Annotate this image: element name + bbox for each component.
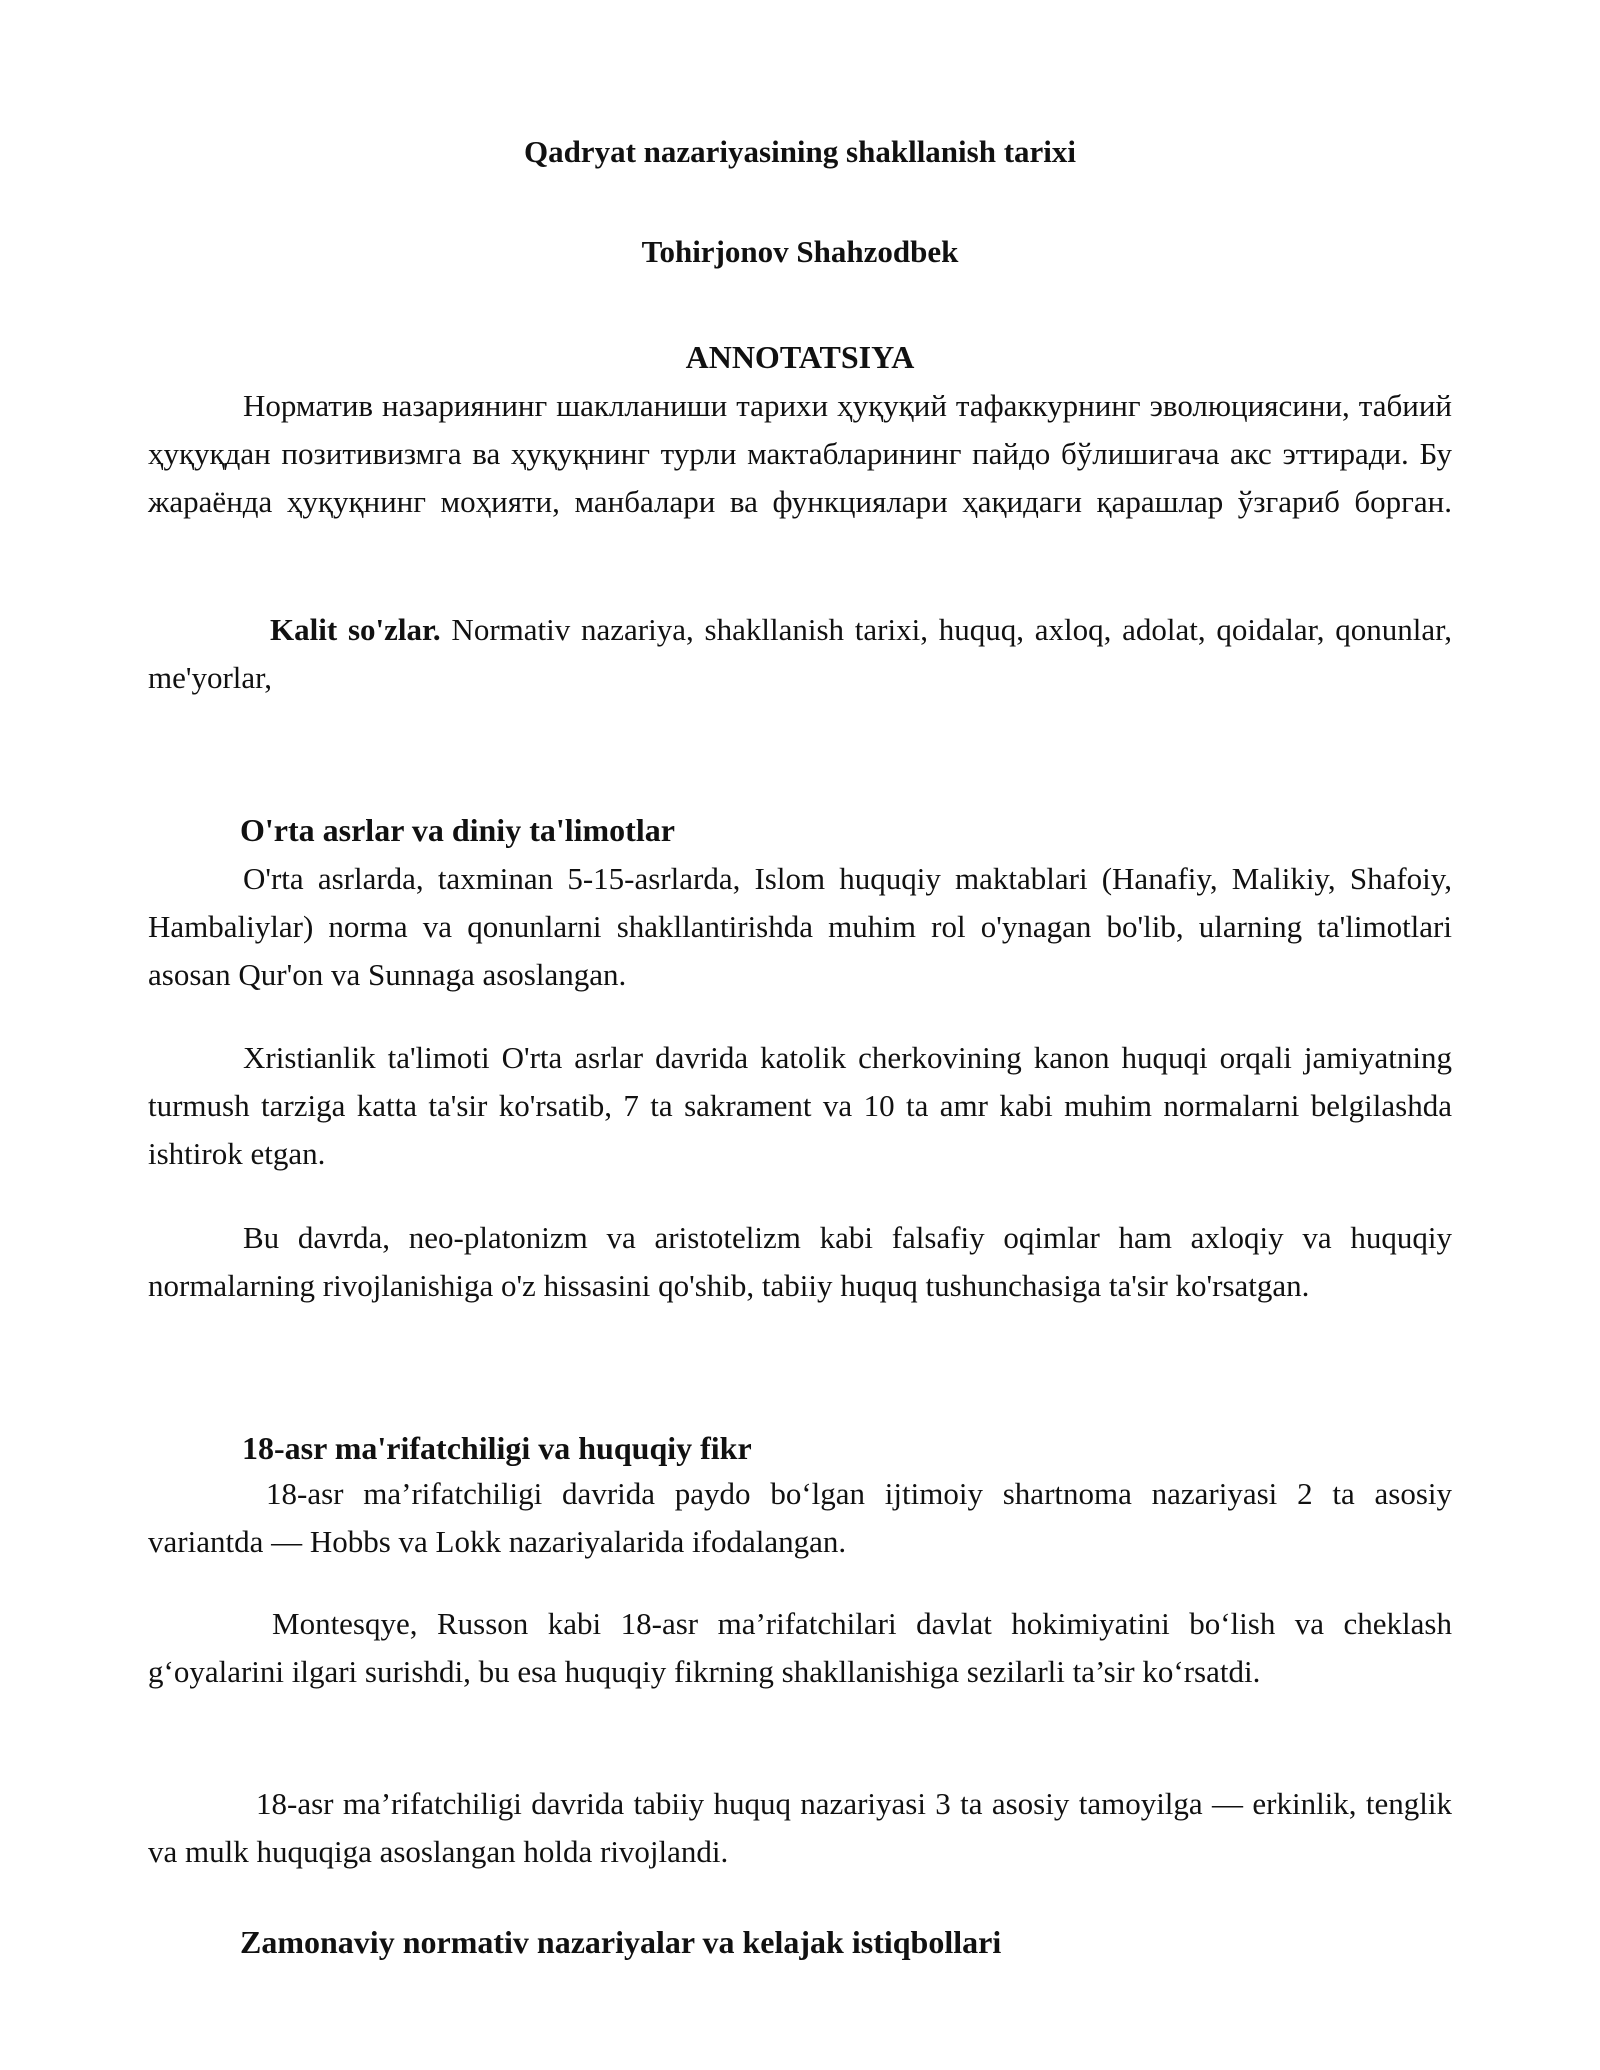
document-author: Tohirjonov Shahzodbek (641, 234, 959, 269)
section-heading-enlightenment: 18-asr ma'rifatchiligi va huquqiy fikr (242, 1430, 752, 1466)
paragraph-enlightenment-1: 18-asr ma’rifatchiligi davrida paydo bo‘lgan ijtimoiy shartnoma nazariyasi 2 ta asosiy variantda — Hobbs va Lokk nazariyalarida ifodalangan. (148, 1476, 1452, 1559)
paragraph-medieval-3: Bu davrda, neo-platonizm va aristotelizm kabi falsafiy oqimlar ham axloqiy va huquqiy normalarning rivojlanishiga o'z hissasini qo'shib, tabiiy huquq tushunchasiga ta'sir ko'rsatgan. (148, 1220, 1452, 1303)
keywords-label: Kalit so'zlar. (270, 612, 441, 647)
document-title: Qadryat nazariyasining shakllanish tarixi (523, 134, 1077, 169)
paragraph-enlightenment-3: 18-asr ma’rifatchiligi davrida tabiiy huquq nazariyasi 3 ta asosiy tamoyilga — erkinlik, tenglik va mulk huquqiga asoslangan holda rivojlandi. (148, 1786, 1452, 1869)
section-heading-modern: Zamonaviy normativ nazariyalar va kelajak istiqbollari (240, 1924, 1002, 1960)
keywords-text: Normativ nazariya, shakllanish tarixi, huquq, axloq, adolat, qoidalar, qonunlar, me'yorlar, (148, 612, 1452, 695)
annotation-heading: ANNOTATSIYA (685, 339, 915, 375)
paragraph-medieval-1: O'rta asrlarda, taxminan 5-15-asrlarda, Islom huquqiy maktablari (Hanafiy, Malikiy, Shafoiy, Hambaliylar) norma va qonunlarni shakllantirishda muhim rol o'ynagan bo'lib, ularning ta'limotlari asosan Qur'on va Sunnaga asoslangan. (148, 861, 1452, 992)
paragraph-enlightenment-2: Montesqye, Russon kabi 18-asr ma’rifatchilari davlat hokimiyatini bo‘lish va cheklash g‘oyalarini ilgari surishdi, bu esa huquqiy fikrning shakllanishiga sezilarli ta’sir ko‘rsatdi. (148, 1606, 1452, 1689)
section-heading-medieval: O'rta asrlar va diniy ta'limotlar (240, 812, 675, 848)
annotation-paragraph: Норматив назариянинг шаклланиши тарихи ҳуқуқий тафаккурнинг эволюциясини, табиий ҳуқуқдан позитивизмга ва ҳуқуқнинг турли мактабларининг пайдо бўлишигача акс эттиради. Бу жараёнда ҳуқуқнинг моҳияти, манбалари ва функциялари ҳақидаги қарашлар ўзгариб борган. (148, 388, 1452, 519)
keywords-paragraph (148, 606, 1452, 702)
paragraph-medieval-2: Xristianlik ta'limoti O'rta asrlar davrida katolik cherkovining kanon huquqi orqali jamiyatning turmush tarziga katta ta'sir ko'rsatib, 7 ta sakrament va 10 ta amr kabi muhim normalarni belgilashda ishtirok etgan. (148, 1040, 1452, 1171)
